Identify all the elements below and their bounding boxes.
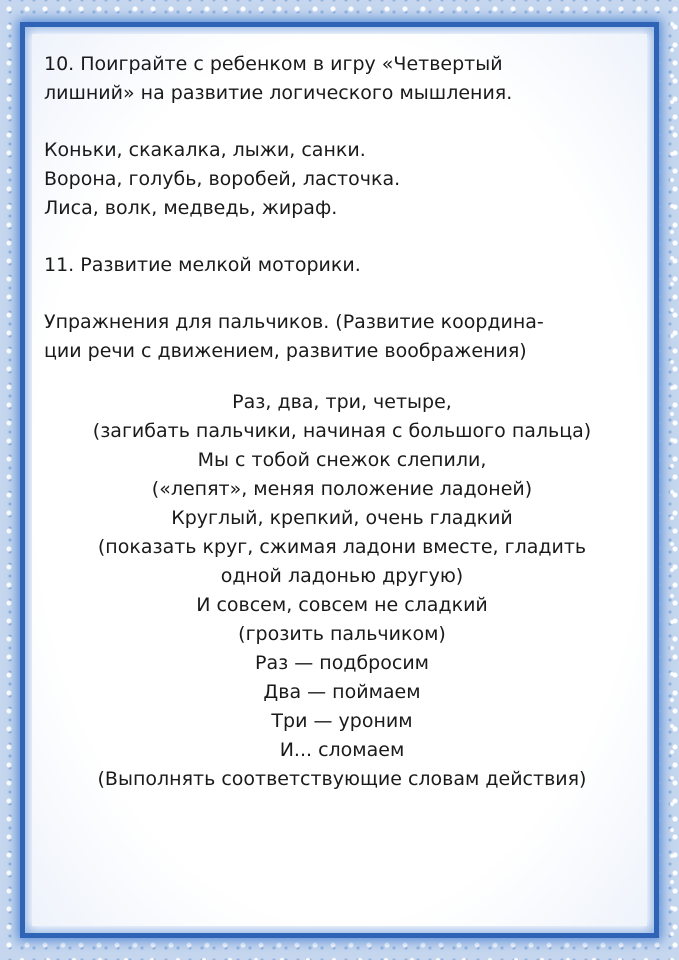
poem-line: Круглый, крепкий, очень гладкий — [171, 507, 513, 529]
poem-line: (показать круг, сжимая ладони вместе, гладить — [97, 536, 587, 558]
section11-intro-line: Упражнения для пальчиков. (Развитие координа- — [44, 311, 544, 333]
poem-line: И совсем, совсем не сладкий — [196, 594, 488, 616]
poem — [44, 388, 640, 794]
poem-line: Мы с тобой снежок слепили, — [197, 449, 487, 471]
poem-line: Три — уроним — [271, 710, 413, 732]
poem-line: (грозить пальчиком) — [238, 623, 446, 645]
poem-line: И... сломаем — [279, 739, 405, 761]
poem-line: (Выполнять соответствующие словам действия) — [97, 768, 587, 790]
poem-line: («лепят», меняя положение ладоней) — [151, 478, 533, 500]
word-list-line: Коньки, скакалка, лыжи, санки. — [44, 139, 366, 161]
poem-line: Раз — подбросим — [255, 652, 429, 674]
word-list-line: Лиса, волк, медведь, жираф. — [44, 197, 338, 219]
poem-line: одной ладонью другую) — [220, 565, 464, 587]
section10-line: лишний» на развитие логического мышления. — [44, 82, 513, 104]
poem-line: (загибать пальчики, начиная с большого пальца) — [92, 420, 592, 442]
document-text — [44, 50, 640, 794]
word-list-line: Ворона, голубь, воробей, ласточка. — [44, 168, 401, 190]
poem-line: Раз, два, три, четыре, — [232, 391, 452, 413]
section11-title: 11. Развитие мелкой моторики. — [44, 254, 361, 276]
section11-intro-line: ции речи с движением, развитие воображения) — [44, 340, 527, 362]
section10-line: 10. Поиграйте с ребенком в игру «Четвертый — [44, 53, 503, 75]
poem-line: Два — поймаем — [263, 681, 421, 703]
